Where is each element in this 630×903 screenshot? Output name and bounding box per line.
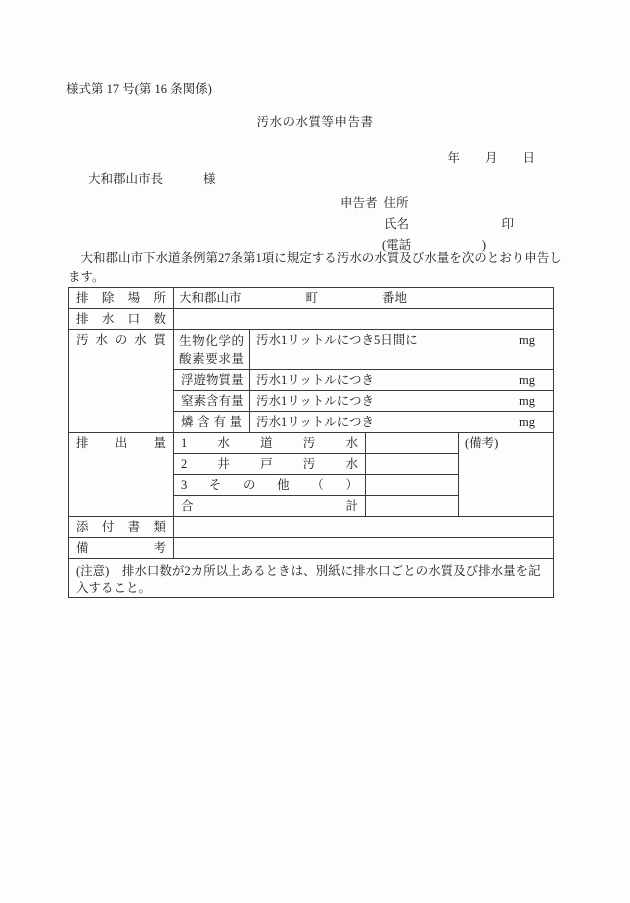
declarant-address-label: 住所 [383,196,409,210]
phosphorus-unit: mg [519,414,535,429]
form-number: 様式第 17 号(第 16 条関係) [66,82,212,96]
date-month-label: 月 [484,151,498,165]
declarant-address-row [340,193,514,214]
intro-paragraph: 大和郡山市下水道条例第27条第1項に規定する汚水の水質及び水量を次のとおり申告します。 [68,251,562,284]
declarant-block [340,193,514,256]
volume-value-waterworks [366,433,459,454]
bod-desc-cell [250,330,553,370]
addressee-line [88,172,216,187]
declarant-name-row [384,214,514,235]
seal-label: 印 [501,217,514,231]
nitrogen-desc-cell [250,391,553,412]
nitrogen-desc: 汚水1リットルにつき [256,393,375,408]
discharge-place-value [174,288,553,309]
ss-desc-cell [250,370,553,391]
outlet-count-label: 排 水 口 数 [69,309,174,330]
volume-item-waterworks: 1 水 道 汚 水 [174,433,366,454]
bod-name-line1: 生 物 化 学 的 [179,334,244,348]
bod-name-cell [174,330,250,370]
form-title: 汚水の水質等申告書 [256,115,374,129]
remarks-label: 備 考 [69,538,174,559]
volume-value-well [366,454,459,475]
bod-name-line2: 酸 素 要 求 量 [179,352,244,366]
discharge-place-label: 排 除 場 所 [69,288,174,309]
addressee-honorific: 様 [203,172,216,186]
phone-open-label: (電話 [382,238,412,252]
volume-value-total [366,496,459,517]
ss-name-cell: 浮 遊 物 質 量 [174,370,250,391]
outlet-count-value [174,309,553,330]
phone-close-paren: ) [481,238,486,252]
ss-desc: 汚水1リットルにつき [256,372,375,387]
volume-item-total: 合 計 [174,496,366,517]
water-quality-label: 汚 水 の 水 質 [69,330,174,433]
declarant-label: 申告者 [340,196,378,210]
volume-item-well: 2 井 戸 汚 水 [174,454,366,475]
attachments-value [174,517,553,538]
discharge-place-lot: 番地 [382,290,408,305]
volume-value-other [366,475,459,496]
attachments-label: 添 付 書 類 [69,517,174,538]
bod-desc: 汚水1リットルにつき5日間に [256,333,418,347]
declarant-name-label: 氏名 [384,217,410,231]
discharge-volume-label: 排 出 量 [69,433,174,517]
phosphorus-desc: 汚水1リットルにつき [256,414,375,429]
date-year-label: 年 [447,151,460,165]
ss-unit: mg [519,372,535,387]
date-day-label: 日 [522,151,535,165]
nitrogen-unit: mg [519,393,535,408]
date-line [447,151,535,166]
phosphorus-name-cell: 燐 含 有 量 [174,412,250,433]
bod-unit: mg [519,333,535,347]
remarks-value [174,538,553,559]
discharge-place-city: 大和郡山市 [179,290,242,305]
volume-item-other: 3 そ の 他 （ ） [174,475,366,496]
discharge-place-town: 町 [305,290,319,305]
note-row: (注意) 排水口数が2カ所以上あるときは、別紙に排水口ごとの水質及び排水量を記入すること。 [76,564,541,595]
phosphorus-desc-cell [250,412,553,433]
form-table [68,287,554,598]
addressee-name: 大和郡山市長 [88,172,164,186]
volume-remarks-cell: (備考) [459,433,553,517]
nitrogen-name-cell: 窒 素 含 有 量 [174,391,250,412]
